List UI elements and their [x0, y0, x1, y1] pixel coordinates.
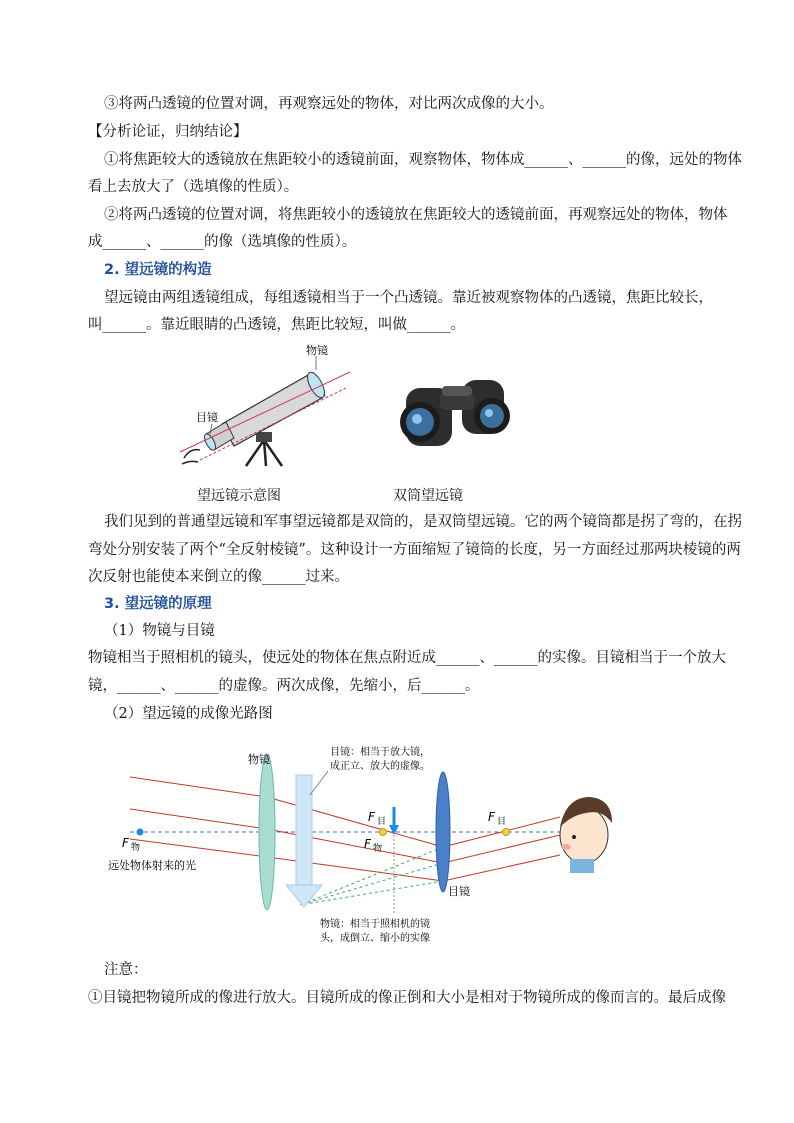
tripod-head-icon: [256, 432, 272, 442]
eyepiece-lens-icon: [436, 772, 450, 892]
tripod-icon: [246, 440, 282, 466]
section-analysis-heading: 【分析论证，归纳结论】: [88, 124, 248, 140]
section-heading-structure: 2. 望远镜的构造: [104, 262, 212, 278]
paragraph-principle: 物镜相当于照相机的镜头，使远处的物体在焦点附近成______、______的实像。目镜相当于一个放大: [88, 650, 726, 666]
objective-label: 物镜: [306, 344, 328, 357]
subheading-objective-eyepiece: （1）物镜与目镜: [104, 623, 215, 639]
eye-icon: [182, 450, 200, 464]
eyepiece-lens-label: 目镜: [448, 885, 470, 898]
paragraph-binoculars-cont-2: 次反射也能使本来倒立的像______过来。: [88, 569, 349, 585]
focal-point-eyepiece-right: [503, 829, 510, 836]
svg-text:物: 物: [131, 843, 141, 853]
binoculars-caption: 双筒望远镜: [393, 488, 463, 504]
source-light-label: 远处物体射来的光: [108, 859, 196, 872]
objective-note-line-2: 头，成倒立、缩小的实像: [320, 933, 430, 944]
svg-text:F: F: [364, 837, 371, 851]
virtual-image-arrow: [286, 775, 322, 907]
paragraph-binoculars-cont-1: 弯处分别安装了两个“全反射棱镜”。这种设计一方面缩短了镜筒的长度，另一方面经过那两块棱镜的两: [88, 542, 741, 558]
paragraph-step-3: ③将两凸透镜的位置对调，再观察远处的物体，对比两次成像的大小。: [104, 96, 554, 112]
paragraph-structure: 望远镜由两组透镜组成，每组透镜相当于一个凸透镜。靠近被观察物体的凸透镜，焦距比较长，: [104, 290, 713, 306]
ray-diagram: [100, 735, 620, 950]
paragraph-conclusion-1: ①将焦距较大的透镜放在焦距较小的透镜前面，观察物体，物体成______、______的像，远处的物体: [104, 152, 742, 168]
svg-text:目: 目: [497, 817, 507, 827]
eyepiece-label: 目镜: [196, 411, 218, 424]
focal-point-objective: [137, 829, 144, 836]
subheading-ray-diagram: （2）望远镜的成像光路图: [104, 706, 273, 722]
observer-face-icon: [560, 797, 612, 873]
paragraph-conclusion-2-cont: 成______、______的像（选填像的性质）。: [88, 234, 357, 250]
eyepiece-note-line-2: 成正立、放大的虚像。: [330, 761, 430, 772]
svg-text:F: F: [122, 836, 129, 850]
telescope-caption: 望远镜示意图: [197, 488, 281, 504]
paragraph-conclusion-1-cont: 看上去放大了（选填像的性质）。: [88, 179, 299, 195]
svg-text:F: F: [488, 810, 495, 824]
eyepiece-note-line-1: 目镜：相当于放大镜，: [330, 747, 430, 758]
telescope-figure: [170, 342, 530, 472]
note-item-1: ①目镜把物镜所成的像进行放大。目镜所成的像正倒和大小是相对于物镜所成的像而言的。最后成像: [88, 990, 726, 1006]
section-heading-principle: 3. 望远镜的原理: [104, 596, 212, 612]
objective-note-line-1: 物镜：相当于照相机的镜: [320, 919, 430, 930]
binoculars-icon: [400, 380, 510, 446]
virtual-ray-extensions: [300, 847, 443, 905]
focal-point-eyepiece-left: [380, 829, 387, 836]
note-heading: 注意：: [104, 962, 148, 978]
objective-lens-label: 物镜: [248, 753, 270, 766]
svg-text:目: 目: [377, 817, 387, 827]
svg-text:物: 物: [373, 844, 383, 854]
svg-text:F: F: [368, 810, 375, 824]
paragraph-structure-cont: 叫______。靠近眼睛的凸透镜，焦距比较短，叫做______。: [88, 317, 465, 333]
paragraph-principle-cont: 镜，______、______的虚像。两次成像，先缩小，后______。: [88, 678, 480, 694]
paragraph-binoculars: 我们见到的普通望远镜和军事望远镜都是双筒的，是双筒望远镜。它的两个镜筒都是拐了弯的，在拐: [104, 514, 742, 530]
paragraph-conclusion-2: ②将两凸透镜的位置对调，将焦距较小的透镜放在焦距较大的透镜前面，再观察远处的物体，物体: [104, 207, 728, 223]
objective-lens-icon: [259, 754, 275, 910]
